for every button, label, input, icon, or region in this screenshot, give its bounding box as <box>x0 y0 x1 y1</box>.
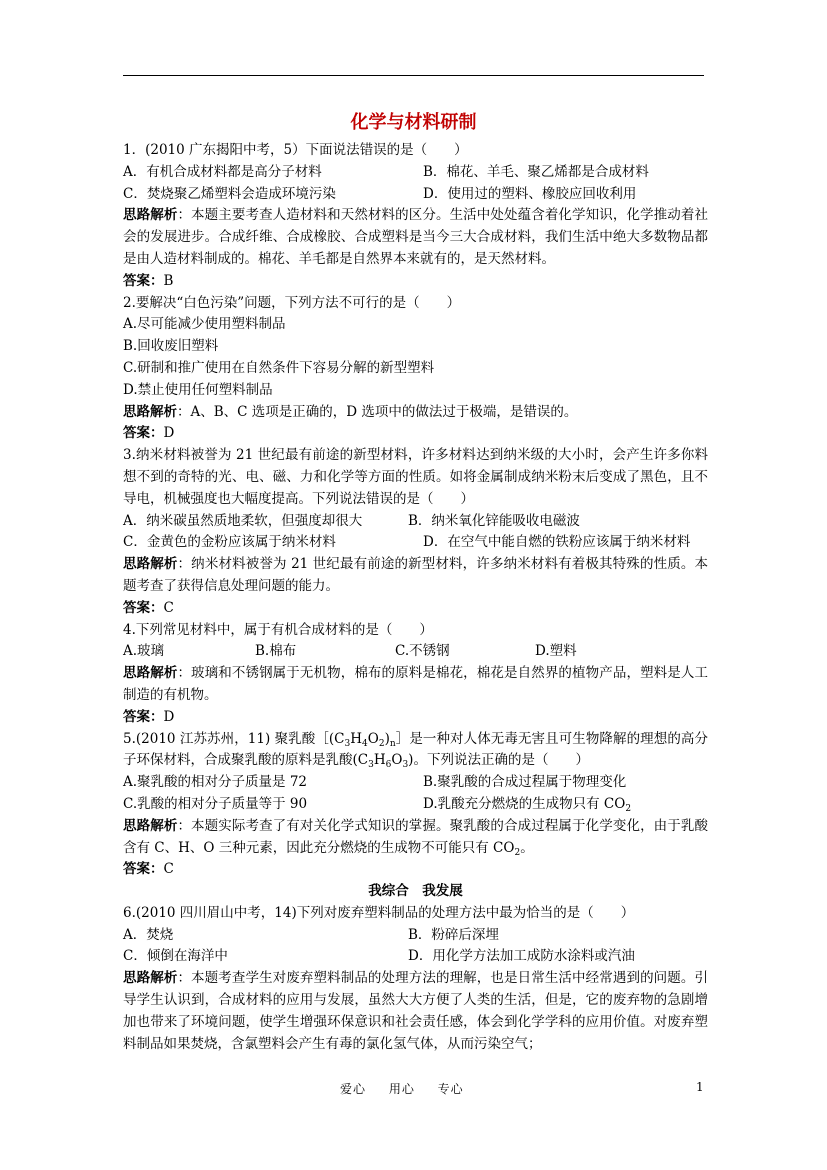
q4-answer-label: 答案： <box>123 708 164 725</box>
q6-option-d: D．用化学方法加工成防水涂料或汽油 <box>408 948 635 965</box>
q5-analysis-text-end: 。 <box>520 839 534 856</box>
q3-option-a: A．纳米碳虽然质地柔软，但强度却很大 <box>123 512 363 529</box>
q5-stem-part: H <box>350 730 363 747</box>
q5-stem-part: 5.(2010 江苏苏州，11) 聚乳酸［(C <box>123 730 345 747</box>
q5-stem-sub: 6 <box>385 760 392 771</box>
q4-stem: 4.下列常见材料中，属于有机合成材料的是（ ） <box>123 621 433 638</box>
q6-analysis-text: ：本题考查学生对废弃塑料制品的处理方法的理解，也是日常生活中经常遇到的问题。引导学生认识到，合成材料的应用与发展，虽然大大方便了人类的生活，但是，它的废弃物的急剧增加也带来了环境问题，使学生增强环保意识和社会责任感，体会到化学学科的应用价值。对废弃塑料制品如果焚烧，含氯塑料会产生有毒的氯化氢气体，从而污染空气； <box>123 970 709 1052</box>
q6-options-row1 <box>123 925 708 947</box>
q4-option-a: A.玻璃 <box>123 643 165 660</box>
q5-stem-sub: 2 <box>378 738 385 749</box>
q5-options-row1 <box>123 772 708 794</box>
q2-analysis-text: ：A、B、C 选项是正确的，D 选项中的做法过于极端，是错误的。 <box>177 403 578 420</box>
q2-option-c: C.研制和推广使用在自然条件下容易分解的新型塑料 <box>123 359 435 376</box>
q5-option-b: B.聚乳酸的合成过程属于物理变化 <box>423 774 627 791</box>
q5-stem-part: O <box>367 730 379 747</box>
q5-stem-sub: 3 <box>402 760 409 771</box>
q5-answer-label: 答案： <box>123 861 164 878</box>
header-rule <box>123 75 704 76</box>
q1-options-row1 <box>123 162 708 184</box>
q2-answer-value: D <box>163 425 175 442</box>
q2-analysis-label: 思路解析 <box>123 403 177 420</box>
q1-answer-label: 答案： <box>123 272 164 289</box>
q2-option-d: D.禁止使用任何塑料制品 <box>123 381 273 398</box>
q3-option-b: B．纳米氧化锌能吸收电磁波 <box>408 512 580 529</box>
q1-answer-value: B <box>163 272 174 289</box>
q3-options-row1 <box>123 511 708 533</box>
q5-stem-part: H <box>373 752 386 769</box>
q3-options-row2 <box>123 532 708 554</box>
q5-answer-value: C <box>163 861 174 878</box>
q5-stem-part: )。下列说法正确的是（ ） <box>408 752 589 769</box>
q1-option-b: B．棉花、羊毛、聚乙烯都是合成材料 <box>423 163 649 180</box>
q5-analysis-text: ：本题实际考查了有对关化学式知识的掌握。聚乳酸的合成过程属于化学变化，由于乳酸含有 C、H、O 三种元素，因此充分燃烧的生成物不可能只有 CO <box>123 817 709 856</box>
q5-option-a: A.聚乳酸的相对分子质量是 72 <box>123 774 308 791</box>
q2-option-a: A.尽可能减少使用塑料制品 <box>123 316 286 333</box>
q3-stem: 3.纳米材料被誉为 21 世纪最有前途的新型材料，许多材料达到纳米级的大小时，会产生许多你料想不到的奇特的光、电、磁、力和化学等方面的性质。如将金属制成纳米粉末后变成了黑色，且不导电，机械强度也大幅度提高。下列说法错误的是（ ） <box>123 447 708 507</box>
section-heading: 我综合 我发展 <box>368 883 463 900</box>
q5-stem-sub: 3 <box>368 760 374 771</box>
q1-option-c: C．焚烧聚乙烯塑料会造成环境污染 <box>123 185 336 202</box>
q2-answer <box>123 423 708 445</box>
q5-stem-sub: 4 <box>362 738 368 749</box>
page-number: 1 <box>696 1080 704 1094</box>
q6-analysis <box>123 968 708 1055</box>
q5-analysis-sub: 2 <box>514 847 521 858</box>
q1-analysis-text: ：本题主要考查人造材料和天然材料的区分。生活中处处蕴含着化学知识，化学推动着社会的发展进步。合成纤维、合成橡胶、合成塑料是当今三大合成材料，我们生活中绝大多数物品都是由人造材料制成的。棉花、羊毛都是自然界本来就有的，是天然材料。 <box>123 207 709 267</box>
q5-option-d-text: D.乳酸充分燃烧的生成物只有 CO <box>423 795 626 812</box>
q3-analysis <box>123 554 708 598</box>
page-footer <box>0 1080 827 1100</box>
q6-analysis-label: 思路解析 <box>123 970 178 987</box>
q4-analysis <box>123 663 708 707</box>
q5-analysis-label: 思路解析 <box>123 817 178 834</box>
q1-option-d: D．使用过的塑料、橡胶应回收利用 <box>423 185 637 202</box>
q2-option-b: B.回收废旧塑料 <box>123 338 219 355</box>
document-body <box>123 140 708 1055</box>
q3-analysis-text: ：纳米材料被誉为 21 世纪最有前途的新型材料，许多纳米材料有着极其特殊的性质。本题考查了获得信息处理问题的能力。 <box>123 556 708 594</box>
q3-analysis-label: 思路解析 <box>123 556 178 573</box>
q6-option-c: C．倾倒在海洋中 <box>123 948 228 965</box>
q4-option-c: C.不锈钢 <box>395 643 450 660</box>
q5-stem-part: O <box>391 752 403 769</box>
q3-answer-label: 答案： <box>123 599 164 616</box>
q1-analysis <box>123 205 708 270</box>
q5-stem <box>123 729 708 773</box>
q5-stem-sub: n <box>389 738 396 749</box>
document-title: 化学与材料研制 <box>350 112 477 133</box>
q4-answer-value: D <box>163 708 175 725</box>
q1-options-row2 <box>123 184 708 206</box>
q5-option-d-sub: 2 <box>625 803 632 814</box>
q5-analysis <box>123 816 708 860</box>
q3-option-c: C．金黄色的金粉应该属于纳米材料 <box>123 534 336 551</box>
q5-option-d <box>423 794 631 816</box>
q5-option-c: C.乳酸的相对分子质量等于 90 <box>123 795 308 812</box>
q4-option-b: B.棉布 <box>255 643 297 660</box>
q1-stem: 1．(2010 广东揭阳中考，5）下面说法错误的是（ ） <box>123 142 468 158</box>
footer-text: 爱心 用心 专心 <box>340 1082 464 1096</box>
q1-option-a: A．有机合成材料都是高分子材料 <box>123 163 322 180</box>
q5-stem-sub: 3 <box>344 738 351 749</box>
q2-analysis <box>123 402 708 424</box>
q1-analysis-label: 思路解析 <box>123 207 178 224</box>
q4-option-d: D.塑料 <box>535 643 577 660</box>
q6-option-b: B．粉碎后深埋 <box>408 926 499 943</box>
q5-stem-part: ) <box>384 730 390 747</box>
q4-analysis-text: ：玻璃和不锈钢属于无机物，棉布的原料是棉花，棉花是自然界的植物产品，塑料是人工制造的有机物。 <box>123 665 709 703</box>
q6-option-a: A．焚烧 <box>123 926 174 943</box>
q4-answer <box>123 707 708 729</box>
q2-stem: 2.要解决“白色污染”问题，下列方法不可行的是（ ） <box>123 294 461 311</box>
q2-answer-label: 答案： <box>123 425 164 442</box>
q6-stem: 6.(2010 四川眉山中考，14)下列对废弃塑料制品的处理方法中最为恰当的是（ ） <box>123 904 635 921</box>
q6-options-row2 <box>123 946 708 968</box>
q3-option-d: D．在空气中能自燃的铁粉应该属于纳米材料 <box>423 534 691 551</box>
q4-analysis-label: 思路解析 <box>123 665 178 682</box>
q5-answer <box>123 859 708 881</box>
q3-answer <box>123 598 708 620</box>
q4-options-row <box>123 641 708 663</box>
q3-answer-value: C <box>163 599 174 616</box>
q5-options-row2 <box>123 794 708 816</box>
q1-answer <box>123 271 708 293</box>
q5-stem-part: ］是一种对人体无毒无害且可生物降解的理想的高分子环保材料，合成聚乳酸的原料是乳酸(C <box>123 730 708 769</box>
